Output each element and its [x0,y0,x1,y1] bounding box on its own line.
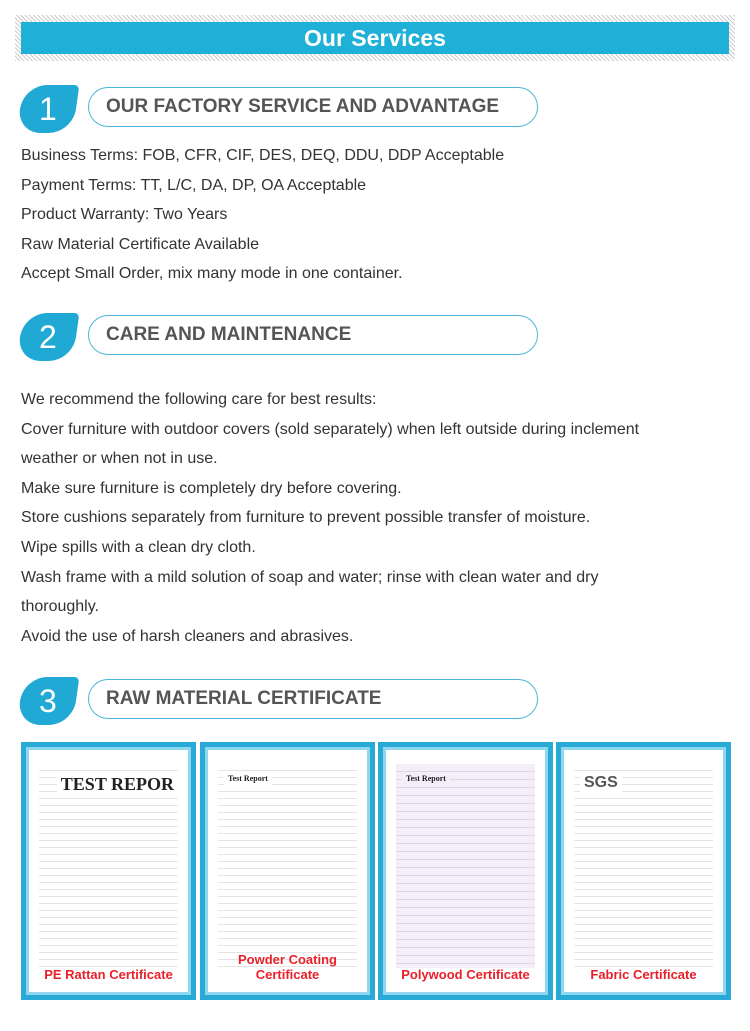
services-banner [15,15,735,61]
list-item: Avoid the use of harsh cleaners and abrasives. [21,627,354,645]
section-header-2 [18,313,543,361]
banner-title: Our Services [21,22,729,54]
certificate-label: PE Rattan Certificate [44,967,173,982]
certificate-fabric [556,742,731,1000]
certificate-gallery [21,742,731,1000]
care-list [21,385,639,651]
list-item: Cover furniture with outdoor covers (sold separately) when left outside during inclement [21,420,640,438]
section-header-1 [18,85,543,133]
section-title: RAW MATERIAL CERTIFICATE [88,679,538,719]
list-item: thoroughly. [21,598,99,616]
certificate-heading: Test Report [402,772,450,785]
list-item: Accept Small Order, mix many mode in one container. [21,265,403,283]
list-item: Store cushions separately from furniture to prevent possible transfer of moisture. [21,509,591,527]
list-item: Product Warranty: Two Years [21,206,228,224]
list-item: Payment Terms: TT, L/C, DA, DP, OA Acceptable [21,176,367,194]
section-title: CARE AND MAINTENANCE [88,315,538,355]
certificate-pe-rattan [21,742,196,1000]
list-item: weather or when not in use. [21,450,218,468]
section-title: OUR FACTORY SERVICE AND ADVANTAGE [88,87,538,127]
section-number-badge: 2 [17,313,80,361]
certificate-heading: SGS [580,772,622,794]
certificate-polywood [378,742,553,1000]
section-number-badge: 3 [17,677,80,725]
certificate-heading: Test Report [224,772,272,785]
certificate-powder-coating [200,742,375,1000]
list-item: Business Terms: FOB, CFR, CIF, DES, DEQ, DDU, DDP Acceptable [21,147,505,164]
factory-terms-list [21,141,504,289]
list-item: Raw Material Certificate Available [21,235,260,253]
certificate-label: Powder Coating Certificate [238,952,337,982]
list-item: Wash frame with a mild solution of soap and water; rinse with clean water and dry [21,568,599,586]
certificate-label: Polywood Certificate [401,967,530,982]
certificate-label: Fabric Certificate [590,967,697,982]
list-item: We recommend the following care for best results: [21,391,377,408]
section-header-3 [18,677,543,725]
list-item: Wipe spills with a clean dry cloth. [21,538,256,556]
section-number-badge: 1 [17,85,80,133]
list-item: Make sure furniture is completely dry before covering. [21,479,402,497]
certificate-heading: TEST REPOR [57,772,178,797]
